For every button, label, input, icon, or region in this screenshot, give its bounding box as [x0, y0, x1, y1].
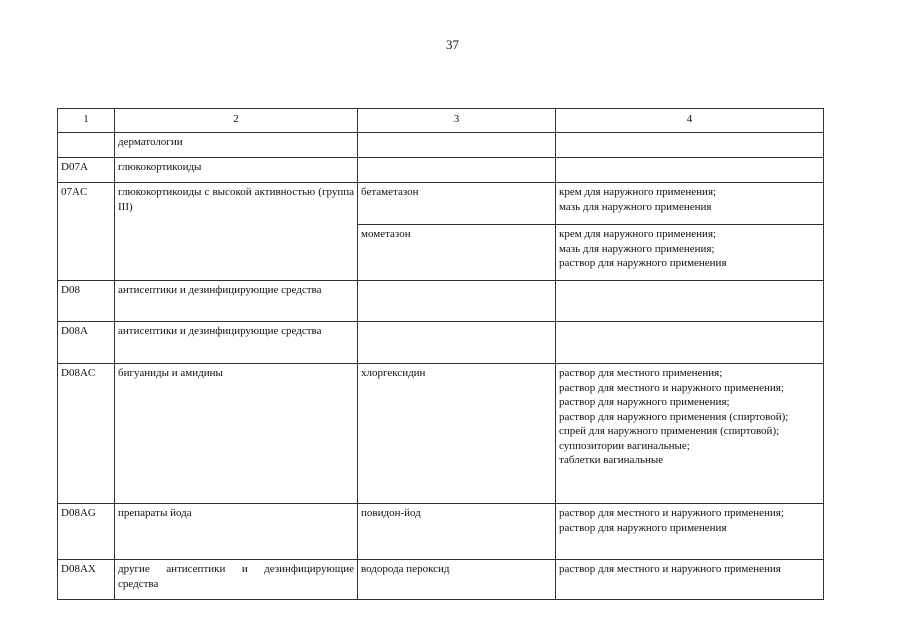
table-row — [58, 133, 824, 158]
form-line: раствор для наружного применения (спиртовой); — [559, 410, 789, 423]
group-cell: антисептики и дезинфицирующие средства — [115, 322, 358, 364]
forms-cell — [556, 504, 824, 560]
code-cell — [58, 133, 115, 158]
table-row — [58, 560, 824, 600]
forms-cell — [556, 133, 824, 158]
header-cell: 4 — [556, 109, 824, 133]
table-row — [58, 364, 824, 504]
drug-cell: водорода пероксид — [358, 560, 556, 600]
drug-cell — [358, 158, 556, 183]
form-line: мазь для наружного применения; — [559, 242, 715, 255]
group-cell: глюкокортикоиды с высокой активностью (группа III) — [115, 183, 358, 281]
code-cell: D08 — [58, 281, 115, 322]
forms-cell — [556, 560, 824, 600]
forms-cell — [556, 158, 824, 183]
table-row — [58, 322, 824, 364]
form-line: раствор для местного и наружного применения — [559, 563, 781, 575]
form-line: раствор для местного и наружного применения; — [559, 507, 784, 519]
form-line: таблетки вагинальные — [559, 454, 664, 466]
page-number: 37 — [446, 37, 459, 52]
forms-cell — [556, 322, 824, 364]
drug-cell: повидон-йод — [358, 504, 556, 560]
forms-cell — [556, 364, 824, 504]
code-cell: D08AG — [58, 504, 115, 560]
group-cell: глюкокортикоиды — [115, 158, 358, 183]
drug-cell — [358, 133, 556, 158]
code-cell: D08A — [58, 322, 115, 364]
drug-classification-table — [57, 108, 824, 600]
code-cell: D07A — [58, 158, 115, 183]
code-cell: D08AX — [58, 560, 115, 600]
form-line: раствор для наружного применения — [559, 521, 727, 534]
form-line: спрей для наружного применения (спиртовой); — [559, 425, 780, 437]
form-line: крем для наружного применения; — [559, 228, 717, 240]
header-cell: 1 — [58, 109, 115, 133]
table-row — [58, 504, 824, 560]
form-line: мазь для наружного применения — [559, 200, 712, 213]
header-cell: 3 — [358, 109, 556, 133]
group-cell: другие антисептики и дезинфицирующие средства — [115, 560, 358, 600]
form-line: суппозитории вагинальные; — [559, 439, 690, 452]
table-row — [58, 183, 824, 225]
code-cell: 07AC — [58, 183, 115, 281]
drug-cell — [358, 281, 556, 322]
form-line: раствор для местного и наружного применения; — [559, 381, 784, 394]
form-line: раствор для наружного применения — [559, 257, 727, 269]
table-row — [58, 281, 824, 322]
form-line: крем для наружного применения; — [559, 186, 717, 198]
form-line: раствор для местного применения; — [559, 367, 723, 379]
header-cell: 2 — [115, 109, 358, 133]
drug-cell: мометазон — [358, 225, 556, 281]
group-cell: бигуаниды и амидины — [115, 364, 358, 504]
form-line: раствор для наружного применения; — [559, 396, 730, 408]
header-row — [58, 109, 824, 133]
drug-cell: хлоргексидин — [358, 364, 556, 504]
forms-cell — [556, 183, 824, 225]
group-cell: препараты йода — [115, 504, 358, 560]
drug-cell: бетаметазон — [358, 183, 556, 225]
table-row — [58, 158, 824, 183]
drug-cell — [358, 322, 556, 364]
forms-cell — [556, 281, 824, 322]
group-cell: антисептики и дезинфицирующие средства — [115, 281, 358, 322]
group-cell: дерматологии — [115, 133, 358, 158]
forms-cell — [556, 225, 824, 281]
code-cell: D08AC — [58, 364, 115, 504]
